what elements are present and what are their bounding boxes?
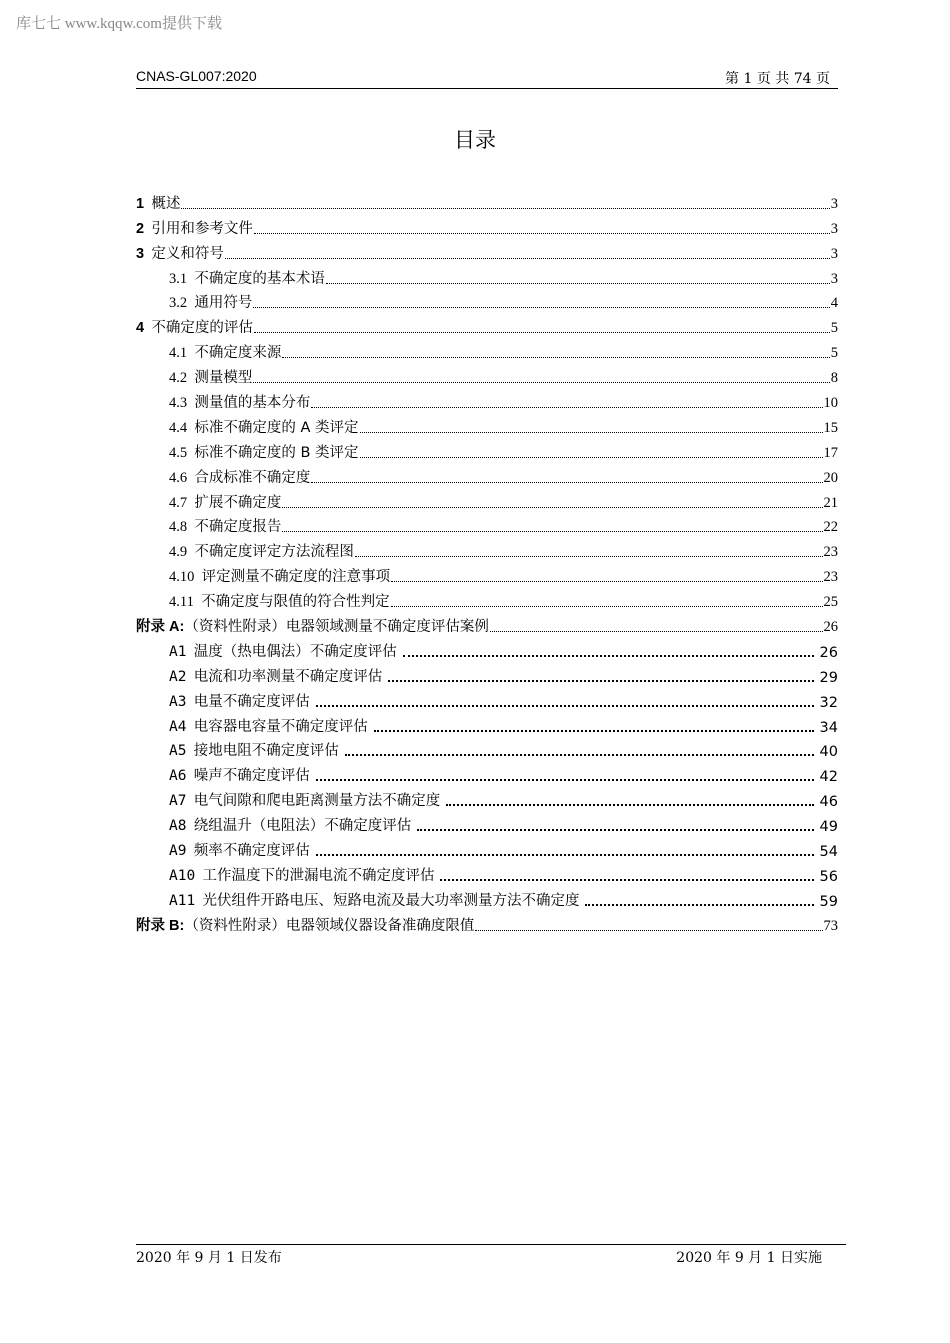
toc-entry-number: A4 <box>169 718 187 735</box>
toc-entry-title: 电量不确定度评估 <box>193 693 310 710</box>
toc-entry-page: 3 <box>830 220 838 237</box>
toc-dot-leader <box>374 720 814 732</box>
toc-entry-number: 4 <box>136 320 145 337</box>
toc-entry-label <box>169 665 382 686</box>
toc-dot-leader <box>316 769 814 781</box>
toc-dot-leader <box>391 571 822 582</box>
toc-entry-number: 4.3 <box>169 395 188 412</box>
toc-entry[interactable] <box>136 760 838 785</box>
toc-entry[interactable] <box>136 312 838 337</box>
toc-dot-leader <box>345 744 814 756</box>
toc-entry-title: 扩展不确定度 <box>194 494 282 511</box>
toc-entry-label <box>136 615 489 636</box>
issue-date: 2020 年 9 月 1 日发布 <box>136 1250 282 1266</box>
toc-entry-title: 不确定度的基本术语 <box>194 270 325 287</box>
toc-dot-leader <box>417 819 813 831</box>
toc-entry-title: 评定测量不确定度的注意事项 <box>201 569 391 586</box>
toc-dot-leader <box>360 447 823 458</box>
toc-dot-leader <box>585 894 813 906</box>
toc-dot-leader <box>490 621 823 632</box>
toc-dot-leader <box>316 695 814 707</box>
toc-entry-number: A3 <box>169 693 187 710</box>
toc-entry[interactable] <box>136 512 838 537</box>
toc-entry-page: 54 <box>819 844 838 861</box>
toc-entry-number: 4.5 <box>169 444 188 461</box>
toc-entry-title: 光伏组件开路电压、短路电流及最大功率测量方法不确定度 <box>202 892 580 909</box>
page-header <box>136 66 838 89</box>
page-footer <box>136 1244 846 1266</box>
toc-entry-title: 电流和功率测量不确定度评估 <box>193 668 383 685</box>
toc-entry[interactable] <box>136 263 838 288</box>
toc-dot-leader <box>355 546 823 557</box>
toc-entry-number: 4.7 <box>169 494 188 511</box>
toc-entry[interactable] <box>136 561 838 586</box>
toc-entry-label <box>169 366 252 387</box>
toc-entry-number: 4.4 <box>169 419 188 436</box>
toc-entry-label <box>169 291 252 312</box>
toc-entry[interactable] <box>136 337 838 362</box>
toc-entry-title: 不确定度与限值的符合性判定 <box>201 594 390 611</box>
toc-entry-number: A2 <box>169 668 187 685</box>
toc-entry-title: 标准不确定度的 B 类评定 <box>194 444 359 461</box>
toc-entry-label <box>169 715 368 736</box>
toc-dot-leader <box>254 223 830 234</box>
toc-entry-number: 1 <box>136 195 145 212</box>
toc-entry[interactable] <box>136 736 838 761</box>
toc-entry-page: 26 <box>823 619 838 636</box>
toc-entry-page: 56 <box>819 868 838 885</box>
toc-entry-label <box>169 515 281 536</box>
toc-entry-title: 噪声不确定度评估 <box>193 768 310 785</box>
toc-entry-number: 4.2 <box>169 370 188 387</box>
toc-entry-number: 附录 B: <box>136 917 185 934</box>
toc-entry[interactable] <box>136 387 838 412</box>
toc-entry-page: 59 <box>819 893 838 910</box>
toc-entry-number: 4.1 <box>169 345 188 362</box>
watermark-text: 库七七 www.kqqw.com提供下载 <box>16 16 222 32</box>
toc-entry-label <box>169 814 411 835</box>
toc-entry-title: 不确定度的评估 <box>151 320 253 337</box>
toc-entry-page: 25 <box>823 594 838 611</box>
toc-entry-page: 46 <box>819 794 838 811</box>
toc-dot-leader <box>316 844 814 856</box>
toc-entry-label <box>169 839 310 860</box>
toc-entry-page: 15 <box>823 419 838 436</box>
toc-entry-label <box>169 441 359 462</box>
toc-entry[interactable] <box>136 636 838 661</box>
toc-entry-title: 测量值的基本分布 <box>194 395 311 412</box>
toc-entry-page: 5 <box>830 345 838 362</box>
toc-entry-label <box>169 764 310 785</box>
toc-dot-leader <box>475 920 822 931</box>
toc-entry-page: 42 <box>819 769 838 786</box>
toc-entry-page: 4 <box>830 295 838 312</box>
toc-entry-label <box>169 739 339 760</box>
toc-entry-page: 49 <box>819 819 838 836</box>
toc-entry-title: （资料性附录）电器领域测量不确定度评估案例 <box>184 619 489 636</box>
toc-entry-label <box>169 565 390 586</box>
toc-entry-label <box>169 640 397 661</box>
toc-entry[interactable] <box>136 412 838 437</box>
toc-entry-page: 20 <box>823 469 838 486</box>
toc-entry[interactable] <box>136 437 838 462</box>
toc-dot-leader <box>446 794 813 806</box>
toc-entry-title: 接地电阻不确定度评估 <box>193 743 339 760</box>
toc-dot-leader <box>282 347 829 358</box>
toc-entry[interactable] <box>136 288 838 313</box>
toc-dot-leader <box>403 645 814 657</box>
toc-dot-leader <box>253 297 829 308</box>
toc-entry[interactable] <box>136 661 838 686</box>
effective-date: 2020 年 9 月 1 日实施 <box>676 1250 822 1266</box>
toc-entry-number: 3 <box>136 245 145 262</box>
toc-entry-title: 测量模型 <box>194 370 253 387</box>
toc-entry-title: 不确定度来源 <box>194 345 282 362</box>
toc-entry[interactable] <box>136 188 838 213</box>
toc-entry-page: 17 <box>823 444 838 461</box>
toc-entry-page: 21 <box>823 494 838 511</box>
toc-entry-label <box>169 341 281 362</box>
toc-entry[interactable] <box>136 462 838 487</box>
toc-entry-number: A6 <box>169 768 187 785</box>
toc-dot-leader <box>253 372 829 383</box>
toc-entry-title: 温度（热电偶法）不确定度评估 <box>193 643 397 660</box>
toc-entry-title: 定义和符号 <box>151 245 224 262</box>
toc-entry-label <box>136 192 180 213</box>
toc-entry-label <box>169 690 310 711</box>
toc-entry[interactable] <box>136 785 838 810</box>
toc-entry-page: 3 <box>830 195 838 212</box>
toc-entry-title: 概述 <box>151 195 181 212</box>
toc-entry-number: A1 <box>169 643 187 660</box>
toc-entry-page: 3 <box>830 245 838 262</box>
toc-dot-leader <box>282 497 822 508</box>
toc-entry-number: A11 <box>169 892 196 909</box>
toc-entry-label <box>169 391 310 412</box>
toc-entry-number: 附录 A: <box>136 619 185 636</box>
toc-entry-label <box>169 267 325 288</box>
toc-entry-number: 4.9 <box>169 544 188 561</box>
toc-entry-number: 3.1 <box>169 270 188 287</box>
toc-entry-label <box>169 864 434 885</box>
toc-entry-page: 8 <box>830 370 838 387</box>
toc-entry-page: 23 <box>823 544 838 561</box>
toc-dot-leader <box>440 869 813 881</box>
toc-entry[interactable] <box>136 586 838 611</box>
toc-entry-label <box>136 217 253 238</box>
toc-entry-page: 26 <box>819 644 838 661</box>
toc-entry-title: 通用符号 <box>194 295 253 312</box>
toc-entry-number: A7 <box>169 793 187 810</box>
toc-entry-page: 5 <box>830 320 838 337</box>
toc-entry-title: 频率不确定度评估 <box>193 843 310 860</box>
toc-entry-number: 4.11 <box>169 594 194 611</box>
toc-entry[interactable] <box>136 611 838 636</box>
toc-entry-title: 工作温度下的泄漏电流不确定度评估 <box>202 867 435 884</box>
toc-entry-label <box>136 914 474 935</box>
toc-entry-page: 23 <box>823 569 838 586</box>
toc-entry[interactable] <box>136 362 838 387</box>
toc-entry[interactable] <box>136 860 838 885</box>
toc-dot-leader <box>391 596 823 607</box>
toc-dot-leader <box>311 397 822 408</box>
toc-entry[interactable] <box>136 536 838 561</box>
toc-entry[interactable] <box>136 686 838 711</box>
toc-entry-title: 不确定度评定方法流程图 <box>194 544 354 561</box>
toc-dot-leader <box>282 521 822 532</box>
toc-entry[interactable] <box>136 885 838 910</box>
toc-dot-leader <box>388 670 813 682</box>
toc-entry-title: 绕组温升（电阻法）不确定度评估 <box>193 818 412 835</box>
toc-entry-label <box>169 789 440 810</box>
toc-entry-label <box>169 466 310 487</box>
toc-entry-title: （资料性附录）电器领域仪器设备准确度限值 <box>184 917 475 934</box>
toc-dot-leader <box>311 472 822 483</box>
toc-entry-number: 3.2 <box>169 295 188 312</box>
toc-entry-label <box>169 590 390 611</box>
toc-entry[interactable] <box>136 910 838 935</box>
toc-entry-page: 10 <box>823 395 838 412</box>
toc-entry-page: 73 <box>823 917 838 934</box>
toc-entry-title: 不确定度报告 <box>194 519 282 536</box>
toc-dot-leader <box>225 248 830 259</box>
toc-entry[interactable] <box>136 711 838 736</box>
toc-entry-page: 29 <box>819 669 838 686</box>
toc-entry[interactable] <box>136 810 838 835</box>
toc-entry-number: A9 <box>169 843 187 860</box>
toc-entry-page: 32 <box>819 694 838 711</box>
toc-entry-label <box>169 889 579 910</box>
toc-entry[interactable] <box>136 213 838 238</box>
toc-entry-title: 引用和参考文件 <box>151 220 253 237</box>
toc-entry-page: 22 <box>823 519 838 536</box>
toc-entry-number: 2 <box>136 220 145 237</box>
toc-dot-leader <box>326 273 830 284</box>
toc-entry[interactable] <box>136 487 838 512</box>
toc-entry-number: A10 <box>169 867 196 884</box>
toc-dot-leader <box>181 198 829 209</box>
toc-entry-label <box>169 540 354 561</box>
toc-entry-number: 4.8 <box>169 519 188 536</box>
toc-title: 目录 <box>454 128 496 152</box>
toc-entry-label <box>169 416 359 437</box>
toc-entry-label <box>136 242 224 263</box>
toc-dot-leader <box>360 422 823 433</box>
toc-entry[interactable] <box>136 835 838 860</box>
toc-entry-title: 标准不确定度的 A 类评定 <box>194 419 359 436</box>
toc-entry-title: 电容器电容量不确定度评估 <box>193 718 368 735</box>
page-number: 第 1 页 共 74 页 <box>725 71 830 87</box>
table-of-contents <box>136 188 838 935</box>
toc-entry-title: 合成标准不确定度 <box>194 469 311 486</box>
toc-entry-title: 电气间隙和爬电距离测量方法不确定度 <box>193 793 441 810</box>
toc-entry-number: 4.6 <box>169 469 188 486</box>
toc-entry-number: 4.10 <box>169 569 195 586</box>
toc-entry-label <box>169 491 281 512</box>
toc-entry-label <box>136 316 253 337</box>
toc-entry-number: A8 <box>169 818 187 835</box>
toc-entry-number: A5 <box>169 743 187 760</box>
toc-entry-page: 3 <box>830 270 838 287</box>
toc-entry-page: 40 <box>819 744 838 761</box>
toc-entry-page: 34 <box>819 719 838 736</box>
toc-dot-leader <box>254 322 830 333</box>
toc-entry[interactable] <box>136 238 838 263</box>
document-code: CNAS-GL007:2020 <box>136 68 257 84</box>
